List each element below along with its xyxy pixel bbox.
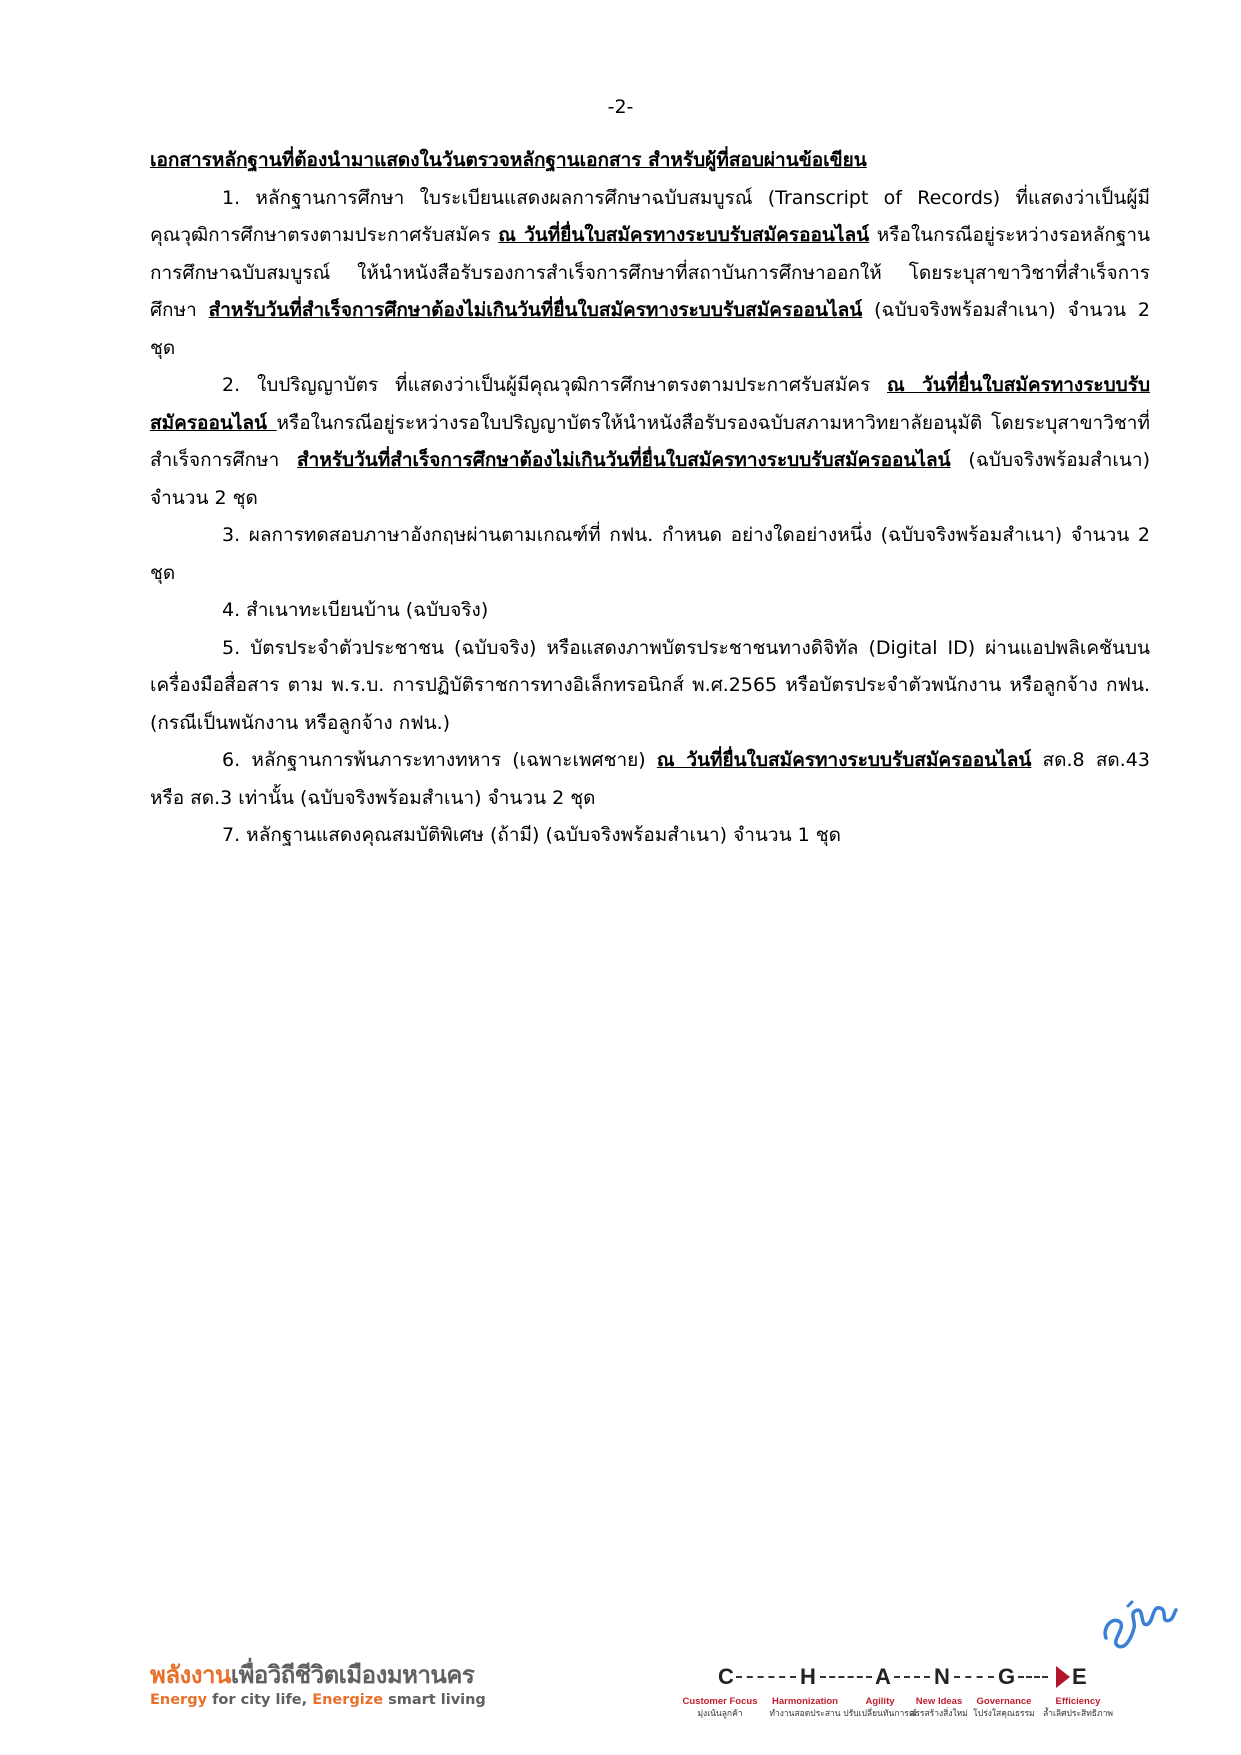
slogan-en-energize: Energize	[312, 1692, 384, 1708]
list-item-1	[150, 180, 1150, 368]
item-emphasis: ณ วันที่ยื่นใบสมัครทางระบบรับสมัครออนไลน์	[150, 374, 1150, 434]
item-text: 7. หลักฐานแสดงคุณสมบัติพิเศษ (ถ้ามี) (ฉบับจริงพร้อมสำเนา) จำนวน 1 ชุด	[222, 824, 841, 846]
label-th: ล้ำเลิศประสิทธิภาพ	[1043, 1708, 1113, 1718]
item-text: 3. ผลการทดสอบภาษาอังกฤษผ่านตามเกณฑ์ที่ กฟน. กำหนด อย่างใดอย่างหนึ่ง (ฉบับจริงพร้อมสำเนา) จำนวน 2 ชุด	[150, 524, 1150, 584]
item-text: สด.8 สด.43 หรือ สด.3 เท่านั้น (ฉบับจริงพร้อมสำเนา) จำนวน 2 ชุด	[150, 749, 1150, 809]
label-th: โปร่งใสคุณธรรม	[973, 1708, 1035, 1718]
list-item-4	[150, 592, 1150, 630]
slogan-en-energy: Energy	[150, 1692, 208, 1708]
slogan-thai-accent: พลังงาน	[150, 1661, 231, 1689]
item-text: 6. หลักฐานการพ้นภาระทางทหาร (เฉพาะเพศชาย)	[222, 749, 657, 771]
change-dash	[736, 1676, 796, 1678]
item-text: 1. หลักฐานการศึกษา ใบระเบียนแสดงผลการศึกษาฉบับสมบูรณ์ (Transcript of Records) ที่แสดงว่าเป็นผู้มีคุณวุฒิการศึกษาตรงตามประกาศรับสมัคร	[150, 186, 1150, 246]
list-item-2	[150, 367, 1150, 517]
item-text: (ฉบับจริงพร้อมสำเนา) จำนวน 2 ชุด	[150, 299, 1150, 359]
item-text: 4. สำเนาทะเบียนบ้าน (ฉบับจริง)	[222, 599, 489, 621]
slogan-thai-rest: เพื่อวิถีชีวิตเมืองมหานคร	[230, 1661, 475, 1689]
label-en: Governance	[976, 1696, 1032, 1707]
change-letter-a: A	[875, 1664, 891, 1689]
item-text: หรือในกรณีอยู่ระหว่างรอหลักฐานการศึกษาฉบับสมบูรณ์ ให้นำหนังสือรับรองการสำเร็จการศึกษาที่สถาบันการศึกษาออกให้ โดยระบุสาขาวิชาที่สำเร็จการศึกษา	[150, 224, 1150, 321]
label-en: Customer Focus	[682, 1696, 758, 1707]
change-label-efficiency	[1033, 1696, 1123, 1719]
page-number: -2-	[607, 96, 634, 118]
document-body	[150, 142, 1150, 855]
section-heading: เอกสารหลักฐานที่ต้องนำมาแสดงในวันตรวจหลักฐานเอกสาร สำหรับผู้ที่สอบผ่านข้อเขียน	[150, 149, 867, 171]
label-th: ปรับเปลี่ยนทันการณ์	[843, 1708, 917, 1718]
change-dash	[1018, 1676, 1048, 1678]
change-dash	[954, 1676, 994, 1678]
list-item-5	[150, 630, 1150, 743]
signature-icon	[1098, 1598, 1178, 1654]
item-emphasis: สำหรับวันที่สำเร็จการศึกษาต้องไม่เกินวันที่ยื่นใบสมัครทางระบบรับสมัครออนไลน์	[208, 299, 863, 321]
item-emphasis: ณ วันที่ยื่นใบสมัครทางระบบรับสมัครออนไลน์	[656, 749, 1032, 771]
label-th: ทำงานสอดประสาน	[769, 1708, 841, 1718]
change-letter-h: H	[800, 1664, 816, 1689]
change-values-logo	[668, 1662, 1138, 1732]
slogan-en-text: smart living	[383, 1692, 486, 1708]
list-item-6	[150, 742, 1150, 817]
list-item-7	[150, 817, 1150, 855]
item-text: (ฉบับจริงพร้อมสำเนา) จำนวน 2 ชุด	[150, 449, 1150, 509]
list-item-3	[150, 517, 1150, 592]
label-en: Efficiency	[1055, 1696, 1101, 1707]
item-text: 5. บัตรประจำตัวประชาชน (ฉบับจริง) หรือแสดงภาพบัตรประชาชนทางดิจิทัล (Digital ID) ผ่านแอปพลิเคชันบนเครื่องมือสื่อสาร ตาม พ.ร.บ. การปฏิบัติราชการทางอิเล็กทรอนิกส์ พ.ศ.2565 หรือบัตรประจำตัวพนักงาน หรือลูกจ้าง กฟน. (กรณีเป็นพนักงาน หรือลูกจ้าง กฟน.)	[150, 636, 1150, 734]
slogan-thai	[150, 1660, 486, 1690]
change-dash	[820, 1676, 872, 1678]
change-letters	[668, 1662, 1138, 1696]
change-labels	[668, 1696, 1138, 1736]
item-emphasis: สำหรับวันที่สำเร็จการศึกษาต้องไม่เกินวันที่ยื่นใบสมัครทางระบบรับสมัครออนไลน์	[297, 449, 951, 471]
label-en: Agility	[865, 1696, 895, 1707]
arrow-icon	[1056, 1666, 1070, 1688]
change-letter-g: G	[998, 1664, 1016, 1689]
change-letter-e: E	[1072, 1664, 1087, 1689]
change-dash	[894, 1676, 930, 1678]
change-letter-c: C	[718, 1664, 734, 1689]
footer-slogan	[150, 1660, 486, 1710]
slogan-en-text: for city life,	[207, 1692, 313, 1708]
item-text: 2. ใบปริญญาบัตร ที่แสดงว่าเป็นผู้มีคุณวุฒิการศึกษาตรงตามประกาศรับสมัคร	[222, 374, 888, 396]
slogan-english	[150, 1690, 486, 1710]
item-text: หรือในกรณีอยู่ระหว่างรอใบปริญญาบัตรให้นำหนังสือรับรองฉบับสภามหาวิทยาลัยอนุมัติ โดยระบุสาขาวิชาที่สำเร็จการศึกษา	[150, 411, 1150, 471]
label-th: มุ่งเน้นลูกค้า	[697, 1708, 743, 1718]
label-en: New Ideas	[915, 1696, 963, 1707]
change-label-customer-focus	[675, 1696, 765, 1719]
change-letter-n: N	[934, 1664, 950, 1689]
label-en: Harmonization	[772, 1696, 838, 1707]
item-emphasis: ณ วันที่ยื่นใบสมัครทางระบบรับสมัครออนไลน์	[498, 224, 870, 246]
label-th: สรรสร้างสิ่งใหม่	[910, 1708, 968, 1718]
